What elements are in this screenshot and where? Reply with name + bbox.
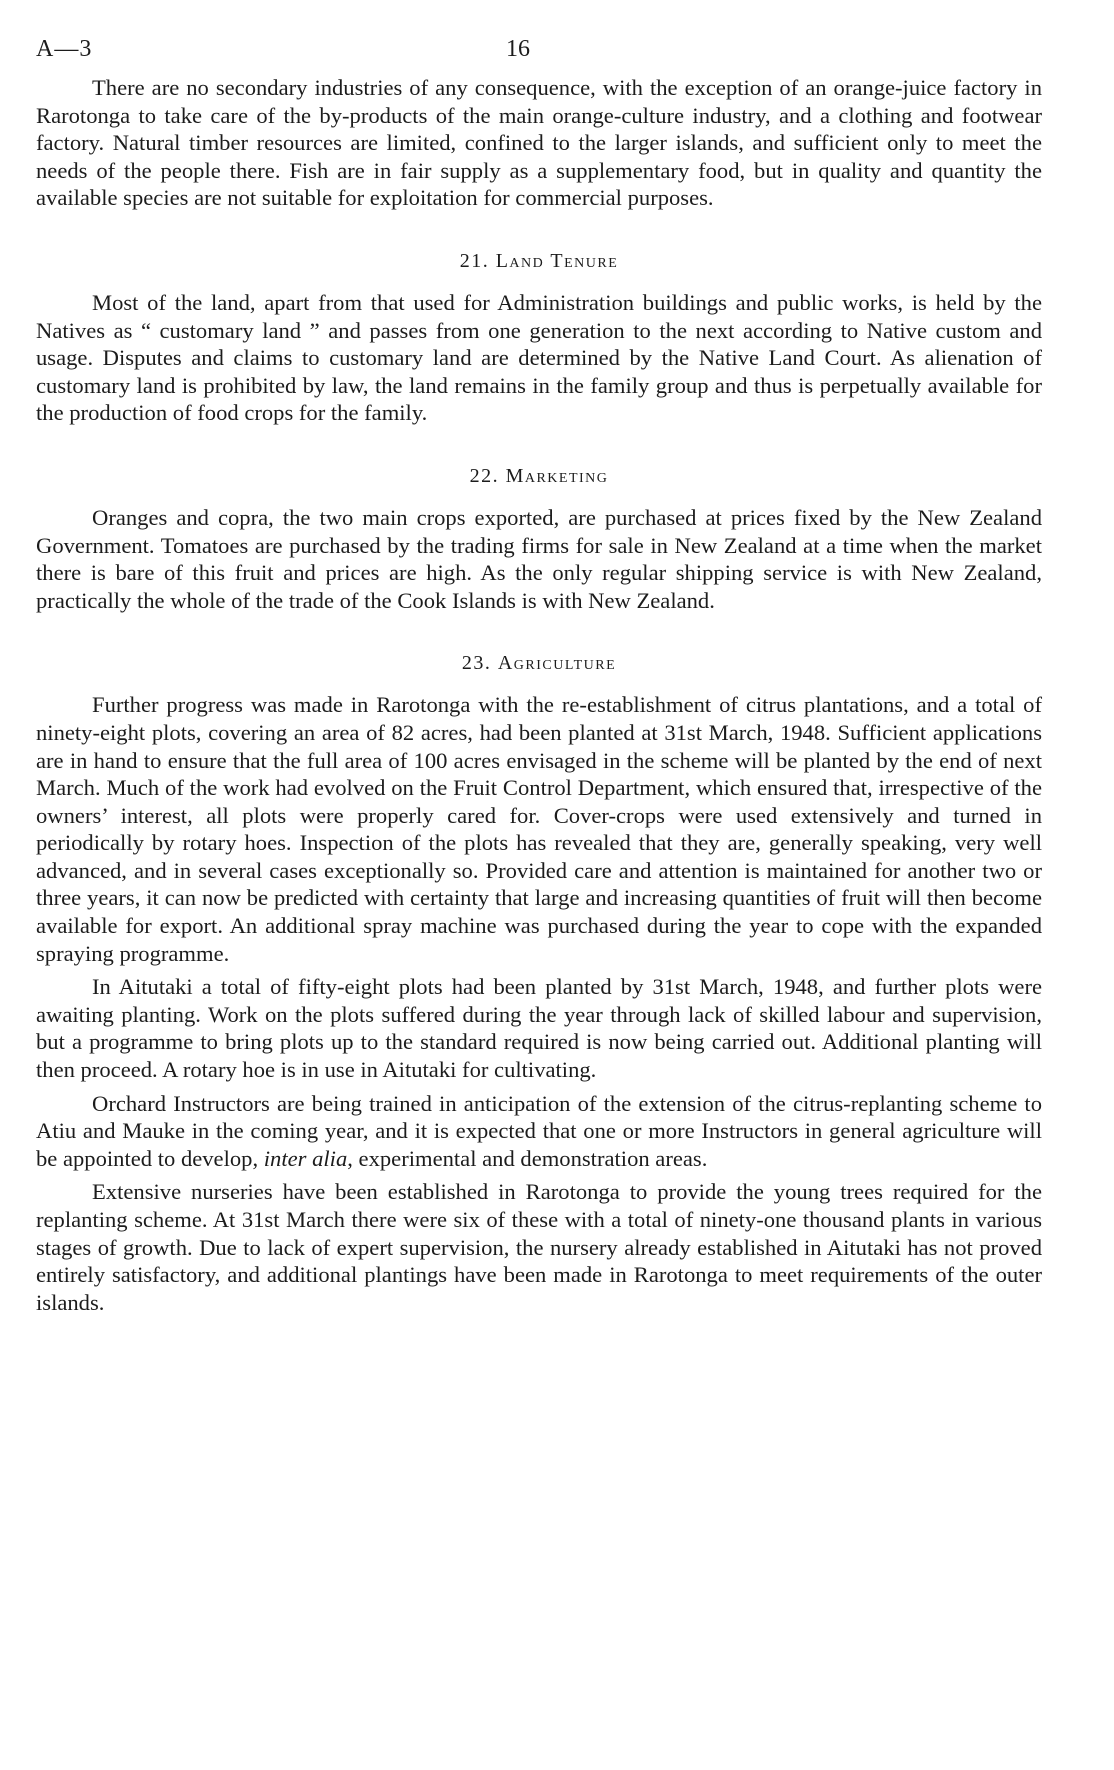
section-number: 22. bbox=[469, 464, 500, 487]
section-heading-land-tenure bbox=[36, 250, 1042, 273]
section-title: Agriculture bbox=[497, 652, 617, 675]
agriculture-paragraph-aitutaki: In Aitutaki a total of fifty-eight plots had been planted by 31st March, 1948, and further plots were awaiting planting. Work on the plots suffered during the year through lack of skilled labour and supervision, but a programme to bring plots up to the standard required is now being carried out. Additional planting will then proceed. A rotary hoe is in use in Aitutaki for cultivating. bbox=[36, 974, 1042, 1083]
section-heading-marketing bbox=[36, 465, 1042, 488]
section-title: Marketing bbox=[505, 464, 609, 487]
paragraph-text: , experimental and demonstration areas. bbox=[347, 1145, 708, 1171]
land-tenure-paragraph: Most of the land, apart from that used for Administration buildings and public works, is held by the Natives as “ customary land ” and passes from one generation to the next according to Native custom and usage. Disputes and claims to customary land are determined by the Native Land Court. As alienation of customary land is prohibited by law, the land remains in the family group and thus is perpetually available for the production of food crops for the family. bbox=[36, 289, 1042, 426]
page-header bbox=[36, 30, 1042, 74]
section-heading-agriculture bbox=[36, 652, 1042, 675]
section-number: 21. bbox=[459, 249, 490, 272]
section-number: 23. bbox=[461, 652, 492, 675]
intro-paragraph: There are no secondary industries of any consequence, with the exception of an orange-juice factory in Rarotonga to take care of the by-products of the main orange-culture industry, and a clothing and footwear factory. Natural timber resources are limited, confined to the larger islands, and sufficient only to meet the needs of the people there. Fish are in fair supply as a supplementary food, but in quality and quantity the available species are not suitable for exploitation for commercial purposes. bbox=[36, 75, 1042, 211]
agriculture-paragraph-nurseries: Extensive nurseries have been established in Rarotonga to provide the young trees required for the replanting scheme. At 31st March there were six of these with a total of ninety-one thousand plants in various stages of growth. Due to lack of expert supervision, the nursery already established in Aitutaki has not proved entirely satisfactory, and additional plantings have been made in Rarotonga to meet requirements of the outer islands. bbox=[36, 1179, 1042, 1315]
paragraph-text: Orchard Instructors are being trained in anticipation of the extension of the citrus-replanting scheme to Atiu and Mauke in the coming year, and it is expected that one or more Instructors in general agriculture will be appointed to develop, bbox=[36, 1090, 1042, 1171]
agriculture-paragraph-instructors bbox=[36, 1090, 1042, 1173]
italic-latin-phrase: inter alia bbox=[263, 1145, 348, 1171]
document-reference: A—3 bbox=[36, 36, 93, 62]
agriculture-paragraph-rarotonga: Further progress was made in Rarotonga with the re-establishment of citrus plantations, and a total of ninety-eight plots, covering an area of 82 acres, had been planted at 31st March, 1948. Sufficient applications are in hand to ensure that the full area of 100 acres envisaged in the scheme will be planted by the end of next March. Much of the work had evolved on the Fruit Control Department, which ensured that, irrespective of the owners’ interest, all plots were properly cared for. Cover-crops were used extensively and turned in periodically by rotary hoes. Inspection of the plots has revealed that they are, generally speaking, very well advanced, and in several cases exceptionally so. Provided care and attention is maintained for another two or three years, it can now be predicted with certainty that large and increasing quantities of fruit will then become available for export. An additional spray machine was purchased during the year to cope with the expanded spraying programme. bbox=[36, 692, 1042, 966]
page-number: 16 bbox=[506, 36, 530, 62]
marketing-paragraph: Oranges and copra, the two main crops exported, are purchased at prices fixed by the New Zealand Government. Tomatoes are purchased by the trading firms for sale in New Zealand at a time when the market there is bare of this fruit and prices are high. As the only regular shipping service is with New Zealand, practically the whole of the trade of the Cook Islands is with New Zealand. bbox=[36, 504, 1042, 613]
section-title: Land Tenure bbox=[495, 249, 619, 272]
document-page bbox=[36, 30, 1042, 1322]
